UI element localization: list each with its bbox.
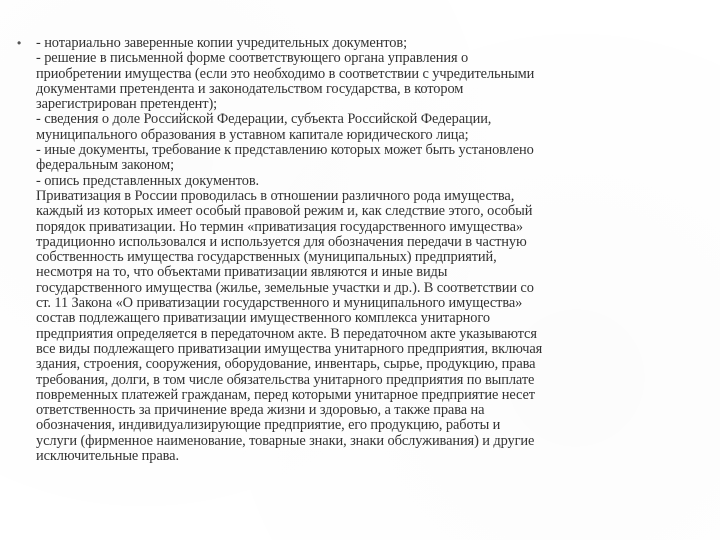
text-line: приобретении имущества (если это необходимо в соответствии с учредительными [36,65,535,82]
text-line: исключительные права. [36,448,179,465]
slide-body-text [36,36,688,464]
text-line: ответственность за причинение вреда жизни и здоровью, а также права на [36,402,485,419]
text-line: каждый из которых имеет особый правовой режим и, как следствие этого, особый [36,203,533,220]
text-line: - сведения о доле Российской Федерации, субъекта Российской Федерации, [36,111,492,128]
text-line: зарегистрирован претендент); [36,96,218,113]
text-line: несмотря на то, что объектами приватизации являются и иные виды [36,264,448,281]
text-line: - опись представленных документов. [36,172,260,189]
text-line: требования, долги, в том числе обязательства унитарного предприятия по выплате [36,371,535,388]
text-line: муниципального образования в уставном капитале юридического лица; [36,126,469,143]
text-line: - иные документы, требование к представлению которых может быть установлено [36,142,534,159]
text-line: федеральным законом; [36,157,175,174]
text-line: порядок приватизации. Но термин «приватизация государственного имущества» [36,218,524,235]
text-line: все виды подлежащего приватизации имущества унитарного предприятия, включая [36,340,543,357]
text-line: состав подлежащего приватизации имущественного комплекса унитарного [36,310,490,327]
text-line: здания, строения, сооружения, оборудование, инвентарь, сырье, продукцию, права [36,356,536,373]
text-line: - решение в письменной форме соответствующего органа управления о [36,50,469,67]
text-line: повременных платежей гражданам, перед которыми унитарное предприятие несет [36,386,535,403]
text-line: документами претендента и законодательством государства, в котором [36,80,464,97]
text-line: обозначения, индивидуализирующие предприятие, его продукцию, работы и [36,417,501,434]
text-line: собственность имущества государственных (муниципальных) предприятий, [36,249,497,266]
text-line: предприятия определяется в передаточном акте. В передаточном акте указываются [36,325,537,342]
text-line: Приватизация в России проводилась в отношении различного рода имущества, [36,187,515,204]
text-line: ст. 11 Закона «О приватизации государственного и муниципального имущества» [36,295,523,312]
bullet-icon: • [17,36,22,50]
text-line: традиционно использовался и используется для обозначения передачи в частную [36,233,527,250]
text-line: услуги (фирменное наименование, товарные знаки, знаки обслуживания) и другие [36,432,535,449]
text-line: государственного имущества (жилье, земельные участки и др.). В соответствии со [36,279,534,296]
text-line: - нотариально заверенные копии учредительных документов; [36,35,407,51]
